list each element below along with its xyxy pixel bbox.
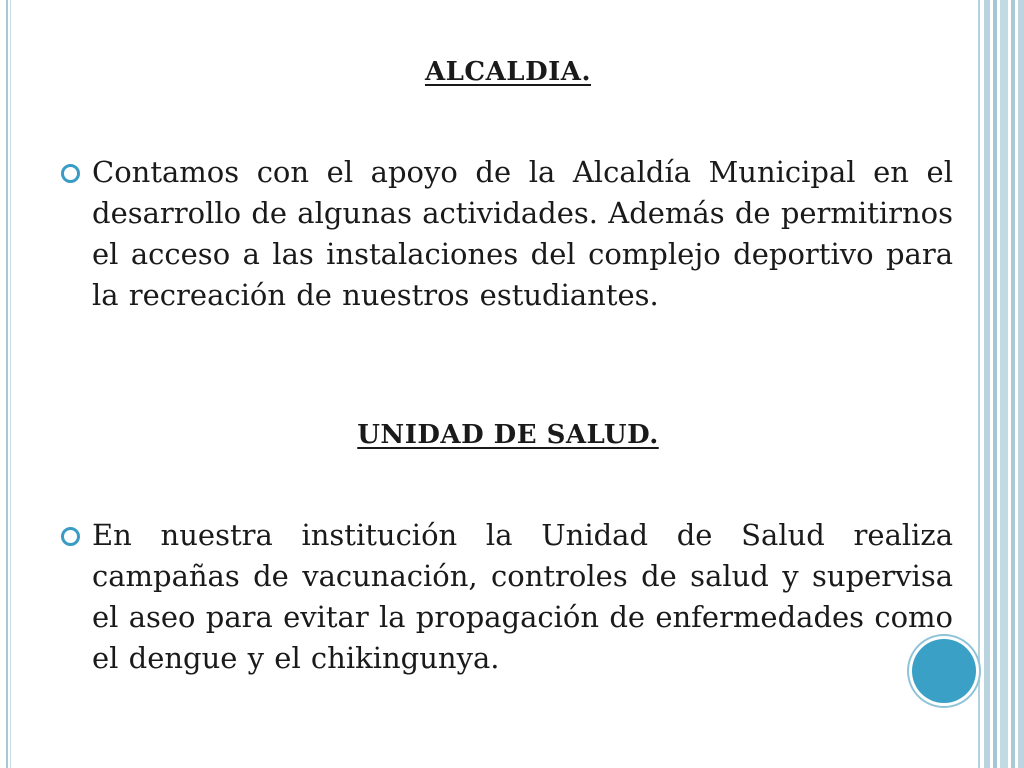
right-border-stripe <box>978 0 980 768</box>
right-border-stripe <box>1011 0 1015 768</box>
ring-bullet-icon <box>60 526 81 547</box>
right-border-stripe <box>993 0 997 768</box>
right-border-stripe <box>1000 0 1008 768</box>
bullet-item-alcaldia <box>60 152 953 316</box>
bullet-text: En nuestra institución la Unidad de Salud realiza campañas de vacunación, controles de salud y supervisa el aseo para evitar la propagación de enfermedades como el dengue y el chikingunya. <box>92 518 953 675</box>
left-border-line <box>6 0 8 768</box>
section-heading-unidad-de-salud: UNIDAD DE SALUD. <box>357 420 659 450</box>
left-border-line-inner <box>10 0 11 768</box>
bullet-text: Contamos con el apoyo de la Alcaldía Municipal en el desarrollo de algunas actividades. Además de permitirnos el acceso a las instalaciones del complejo deportivo para la recreación de nuestros estudiantes. <box>92 155 953 312</box>
circle-decoration-icon <box>912 639 976 703</box>
section-heading-alcaldia: ALCALDIA. <box>424 57 592 87</box>
right-border-stripe <box>1018 0 1024 768</box>
ring-bullet-icon <box>60 163 81 184</box>
bullet-item-unidad-de-salud <box>60 515 953 679</box>
right-border-stripe <box>984 0 990 768</box>
